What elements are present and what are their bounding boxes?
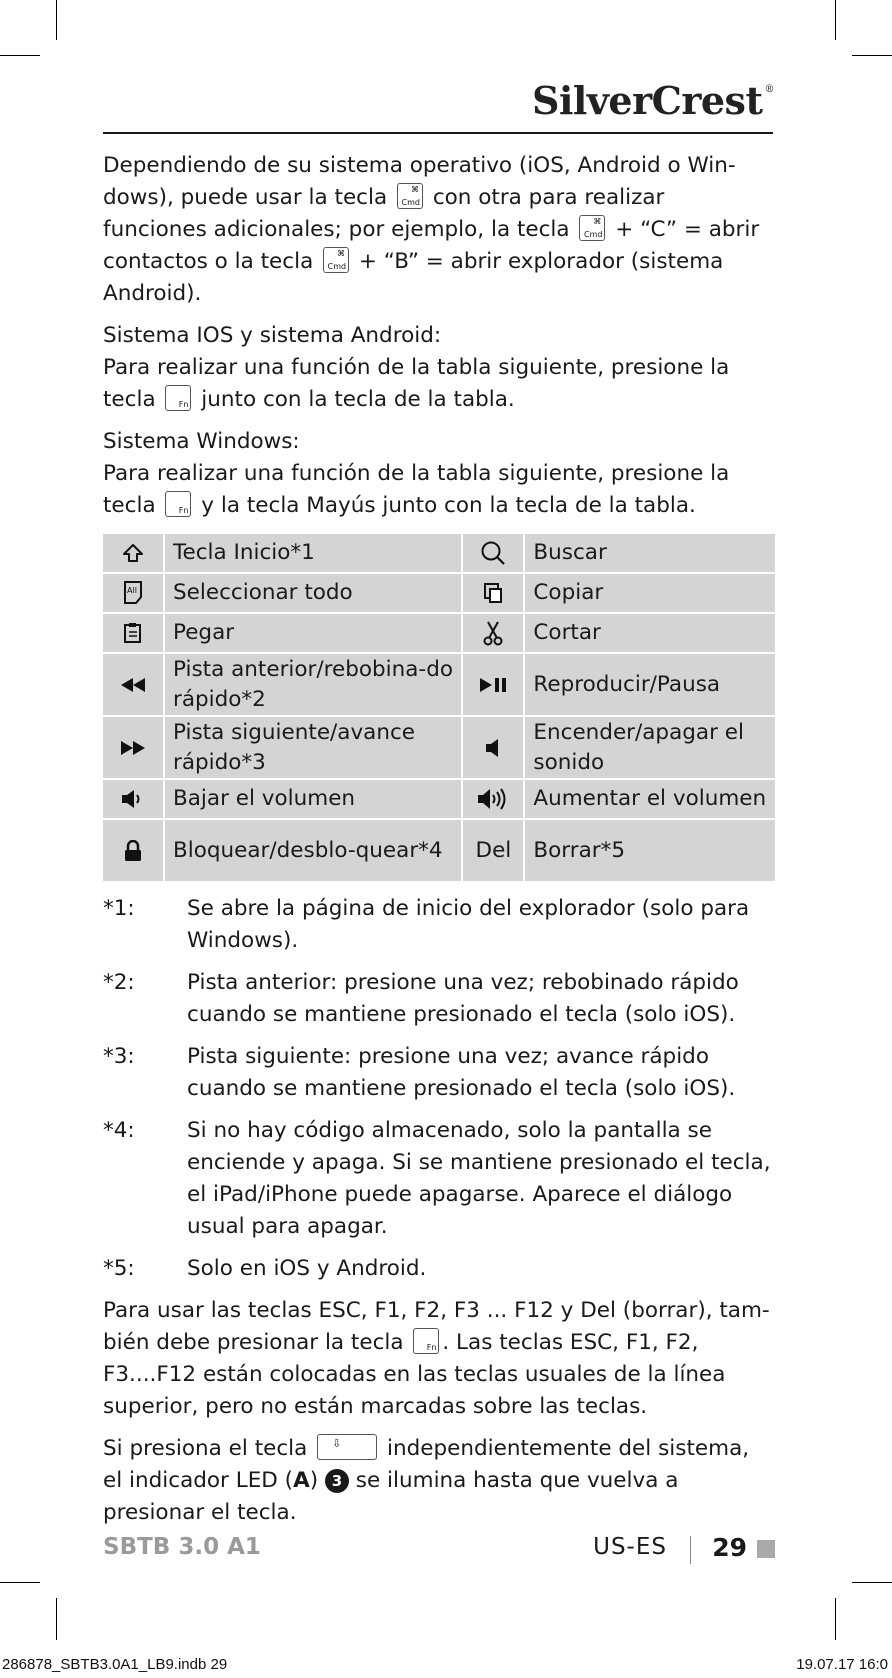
table-row [103,534,775,572]
windows-section: Sistema Windows: Para realizar una función de la tabla siguiente, presione la tecla Fn y la tecla Mayús junto con la tecla de la tabla. [103,429,730,518]
registered-mark: ® [764,84,774,96]
crop-mark [0,55,40,56]
crop-mark [56,1598,57,1640]
fn-key-icon: Fn [165,491,191,517]
table-row [103,574,775,612]
page-content [103,150,775,1539]
table-cell: Bloquear/desblo-quear*4 [165,820,461,881]
play-pause-icon [463,654,523,715]
select-all-icon [103,574,163,612]
footnote-text: Si no hay código almacenado, solo la pantalla se enciende y apaga. Si se mantiene presionado el tecla, el iPad/iPhone puede apagarse. Aparece el diálogo usual para apagar. [187,1118,771,1239]
footnote [103,1115,775,1243]
paste-icon [103,614,163,652]
table-cell: Pista anterior/rebobina-do rápido*2 [165,654,461,715]
table-row [103,717,775,778]
crop-mark [0,1582,40,1583]
windows-heading: Sistema Windows: [103,429,300,454]
language-code: US-ES [593,1534,667,1560]
table-cell: Tecla Inicio*1 [165,534,461,572]
table-cell: Pista siguiente/avance rápido*3 [165,717,461,778]
function-key-table [101,532,777,883]
esc-keys-paragraph: Para usar las teclas ESC, F1, F2, F3 ... F12 y Del (borrar), tam-bién debe presionar la tecla Fn . Las teclas ESC, F1, F2, F3....F12 están colocadas en las teclas usuales de la línea superior, pero no están marcadas sobre las teclas. [103,1298,770,1419]
crop-mark [56,0,57,40]
cmd-key-icon: ⌘ Cmd [323,247,349,273]
volume-down-icon [103,780,163,818]
table-cell: Buscar [525,534,775,572]
rewind-icon [103,654,163,715]
led-paragraph: Si presiona el tecla ⇩ independientemente del sistema, el indicador LED (A) 3 se ilumina hasta que vuelva a presionar el tecla. [103,1436,750,1525]
footnote-key: *3: [103,1044,135,1069]
fn-key-icon: Fn [413,1328,439,1354]
table-cell: Borrar*5 [525,820,775,881]
footer-separator [690,1536,691,1564]
table-cell: Pegar [165,614,461,652]
mute-icon [463,717,523,778]
crop-mark [835,1598,836,1640]
footnote-key: *5: [103,1256,135,1281]
table-cell: Bajar el volumen [165,780,461,818]
table-row [103,614,775,652]
copy-icon [463,574,523,612]
footnote-key: *4: [103,1118,135,1143]
footnote [103,893,775,957]
home-icon [103,534,163,572]
table-cell: Encender/apagar el sonido [525,717,775,778]
table-cell: Reproducir/Pausa [525,654,775,715]
footnote-key: *1: [103,896,135,921]
crop-mark [852,1582,892,1583]
table-row [103,820,775,881]
table-cell: Aumentar el volumen [525,780,775,818]
table-cell: Copiar [525,574,775,612]
footnotes [103,893,775,1285]
volume-up-icon [463,780,523,818]
header-rule [103,132,773,134]
print-slug-date: 19.07.17 16:0 [796,1656,888,1673]
led-letter: A [293,1468,310,1493]
fast-forward-icon [103,717,163,778]
cmd-key-icon: ⌘ Cmd [397,183,423,209]
intro-paragraph: Dependiendo de su sistema operativo (iOS, Android o Win-dows), puede usar la tecla ⌘ Cmd con otra para realizar funciones adicionales; por ejemplo, la tecla ⌘ Cmd + “C” = abrir contactos o la tecla ⌘ Cmd + “B” = abrir explorador (sistema Android). [103,153,760,306]
page-marker-square [757,1540,775,1558]
footnote-text: Se abre la página de inicio del explorador (solo para Windows). [187,896,750,953]
table-cell: Seleccionar todo [165,574,461,612]
print-slug-file: 286878_SBTB3.0A1_LB9.indb 29 [2,1656,228,1673]
table-row [103,654,775,715]
led-number-badge: 3 [325,1469,349,1493]
footnote-text: Pista siguiente: presione una vez; avance rápido cuando se mantiene presionado el tecla (solo iOS). [187,1044,736,1101]
shift-key-icon: ⇩ [317,1434,377,1460]
footnote-text: Solo en iOS y Android. [187,1256,427,1281]
ios-section: Sistema IOS y sistema Android: Para realizar una función de la tabla siguiente, presione la tecla Fn junto con la tecla de la tabla. [103,323,730,412]
footnote [103,967,775,1031]
ios-heading: Sistema IOS y sistema Android: [103,323,442,348]
search-icon [463,534,523,572]
footnote-key: *2: [103,970,135,995]
footnote-text: Pista anterior: presione una vez; rebobinado rápido cuando se mantiene presionado el tecla (solo iOS). [187,970,739,1027]
page-footer [103,1530,775,1570]
crop-mark [852,55,892,56]
crop-mark [835,0,836,40]
brand-logo [532,78,774,123]
lock-icon [103,820,163,881]
scissors-icon [463,614,523,652]
page-number: 29 [712,1533,747,1562]
del-key-label: Del [463,820,523,881]
table-row [103,780,775,818]
cmd-key-icon: ⌘ Cmd [579,215,605,241]
footnote [103,1253,775,1285]
footnote [103,1041,775,1105]
select-all-glyph: All [127,586,137,595]
table-cell: Cortar [525,614,775,652]
model-number: SBTB 3.0 A1 [103,1534,261,1560]
fn-key-icon: Fn [165,385,191,411]
brand-name: SilverCrest [532,78,763,123]
